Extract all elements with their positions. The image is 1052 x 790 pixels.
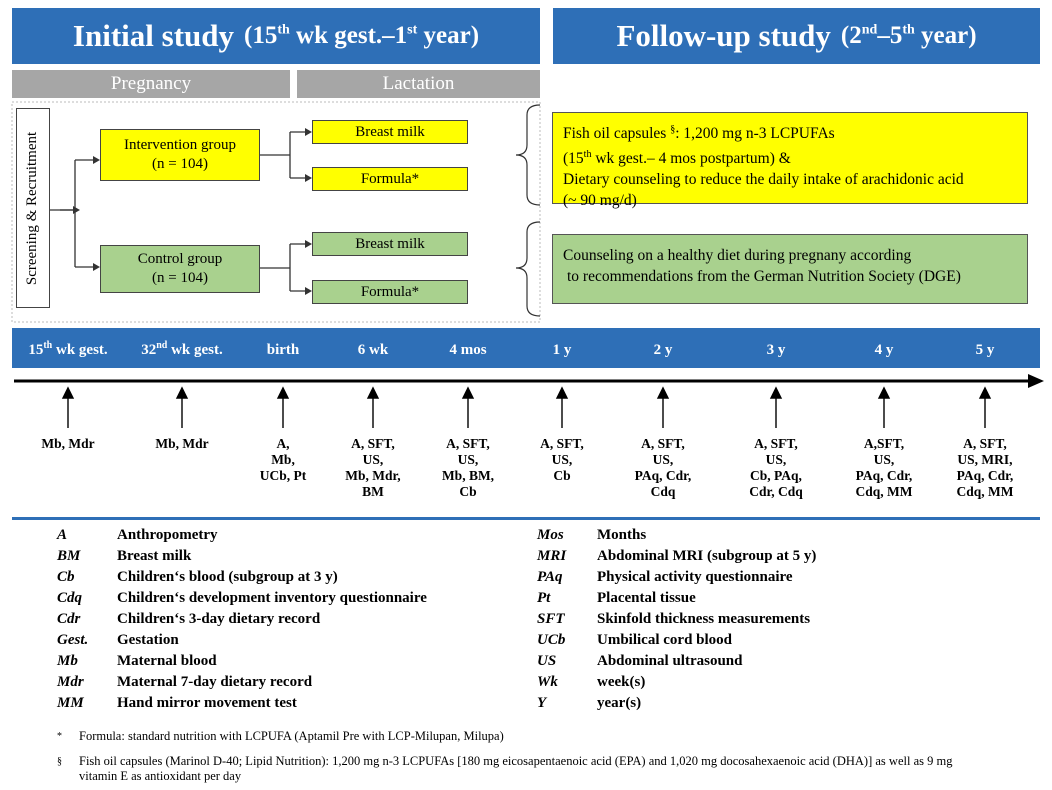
timepoint-label-main: 6 wk <box>357 342 389 358</box>
measurement-list <box>318 436 428 500</box>
timepoint-label-main: 2 y <box>653 342 673 358</box>
legend-entry <box>57 527 218 544</box>
legend-entry <box>537 695 641 712</box>
followup-sup-a: nd <box>861 22 878 38</box>
measurement-item: PAq, Cdr, <box>855 468 913 483</box>
legend-abbr: Y <box>537 695 547 711</box>
legend-desc: Physical activity questionnaire <box>597 569 793 585</box>
initial-study-sup-b: st <box>407 22 418 38</box>
legend-entry <box>537 590 696 607</box>
fish-oil-period-sup: th <box>583 149 592 161</box>
measurement-item: A, SFT, <box>963 436 1007 451</box>
intervention-group-label: Intervention group <box>123 137 237 153</box>
legend-desc: Umbilical cord blood <box>597 632 733 648</box>
fish-oil-period-a: (15 <box>563 150 584 168</box>
measurement-item: A, SFT, <box>446 436 490 451</box>
control-group-box <box>100 245 260 293</box>
measurement-item: Cb <box>553 468 571 483</box>
initial-study-range-a: (15 <box>244 22 278 49</box>
legend-entry <box>57 695 297 712</box>
legend-entry <box>537 569 793 586</box>
followup-study-title: Follow-up study <box>616 18 831 53</box>
legend-desc: Gestation <box>117 632 179 648</box>
legend-entry <box>537 548 816 565</box>
measurement-item: Mb, Mdr <box>155 436 209 451</box>
arachidonic-acid-amount: (~ 90 mg/d) <box>563 192 637 210</box>
legend-entry <box>57 611 320 628</box>
followup-range-b: –5 <box>877 22 903 49</box>
legend-entry <box>57 590 427 607</box>
control-counseling-line2: to recommendations from the German Nutrition Society (DGE) <box>567 268 961 285</box>
lactation-phase-bar: Lactation <box>297 70 540 98</box>
legend-entry <box>537 611 810 628</box>
intervention-group-box <box>100 129 260 181</box>
legend-desc: Months <box>597 527 647 543</box>
measurement-item: A, SFT, <box>351 436 395 451</box>
fish-oil-footnote-mark-bottom: § <box>57 756 62 767</box>
measurement-item: US, <box>551 452 573 467</box>
legend-entry <box>537 653 742 670</box>
measurement-item: US, <box>765 452 787 467</box>
fish-oil-period-b: wk gest.– 4 mos postpartum) & <box>591 150 791 168</box>
legend-entry <box>57 632 179 649</box>
fish-oil-footnote-line2: vitamin E as antioxidant per day <box>79 769 242 783</box>
intervention-group-n: (n = 104) <box>152 156 208 172</box>
legend-abbr: A <box>57 527 68 543</box>
measurement-item: US, <box>362 452 384 467</box>
intervention-info-box <box>552 112 1028 210</box>
control-group-n: (n = 104) <box>152 270 208 286</box>
timepoint-label <box>603 340 723 359</box>
legend-desc: Abdominal MRI (subgroup at 5 y) <box>597 548 817 564</box>
legend-entry <box>537 674 645 691</box>
measurement-item: A, SFT, <box>754 436 798 451</box>
legend-desc: Maternal blood <box>117 653 217 669</box>
formula-footnote-text: Formula: standard nutrition with LCPUFA (Aptamil Pre with LCP-Milupan, Milupa) <box>79 729 504 743</box>
fish-oil-text: Fish oil capsules <box>563 125 671 143</box>
legend-desc: Maternal 7-day dietary record <box>117 674 313 690</box>
legend-entry <box>57 548 191 565</box>
measurement-item: BM <box>362 484 384 499</box>
measurement-list <box>127 436 237 452</box>
measurement-item: US, <box>652 452 674 467</box>
initial-study-sup-a: th <box>277 22 290 38</box>
screening-recruitment-box <box>16 108 50 308</box>
timepoint-label-sup: th <box>43 340 53 351</box>
section-divider <box>12 517 1040 520</box>
dietary-counseling-text: Dietary counseling to reduce the daily intake of arachidonic acid <box>563 171 964 189</box>
legend-desc: week(s) <box>597 674 646 690</box>
control-counseling-line1: Counseling on a healthy diet during pregnany according <box>563 247 912 264</box>
control-breast-milk-box: Breast milk <box>312 232 468 256</box>
screening-label: Screening & Recruitment <box>24 131 41 285</box>
legend-abbr: Pt <box>537 590 551 606</box>
measurement-list <box>507 436 617 484</box>
timepoint-label-main: 15 <box>28 342 44 358</box>
legend-entry <box>537 632 732 649</box>
initial-study-title: Initial study <box>72 18 235 53</box>
timepoint-label-main: 1 y <box>552 342 572 358</box>
legend-abbr: SFT <box>537 611 565 627</box>
measurement-item: Cdq, MM <box>855 484 913 499</box>
control-group-label: Control group <box>137 251 223 267</box>
timepoint-label-main: 32 <box>141 342 157 358</box>
measurement-item: Cdq, MM <box>956 484 1014 499</box>
followup-range-c: year) <box>914 22 977 49</box>
followup-range-a: (2 <box>840 22 862 49</box>
timepoint-label-main: 4 mos <box>449 342 487 358</box>
legend-abbr: BM <box>57 548 81 564</box>
initial-study-range-c: year) <box>417 22 480 49</box>
legend-abbr: UCb <box>537 632 566 648</box>
measurement-item: PAq, Cdr, <box>634 468 692 483</box>
pregnancy-phase-bar: Pregnancy <box>12 70 290 98</box>
measurement-list <box>829 436 939 500</box>
measurement-item: PAq, Cdr, <box>956 468 1014 483</box>
timepoint-label <box>8 340 128 359</box>
legend-desc: Children‘s development inventory questionnaire <box>117 590 427 606</box>
legend-abbr: Cdq <box>57 590 83 606</box>
measurement-item: UCb, Pt <box>259 468 307 483</box>
measurement-item: A, SFT, <box>641 436 685 451</box>
legend-abbr: Mos <box>537 527 564 543</box>
timepoint-label-sup: nd <box>156 340 168 351</box>
timepoint-label-main: 5 y <box>975 342 995 358</box>
control-formula-box: Formula* <box>312 280 468 304</box>
legend-abbr: Mb <box>57 653 78 669</box>
fish-oil-footnote-line1: Fish oil capsules (Marinol D-40; Lipid Nutrition): 1,200 mg n-3 LCPUFAs [180 mg eicosapentaenoic acid (EPA) and 1,020 mg docosahexaenoic acid (DHA)] as well as 9 mg <box>79 754 953 768</box>
measurement-item: US, <box>457 452 479 467</box>
legend-abbr: MM <box>57 695 84 711</box>
legend-abbr: Cdr <box>57 611 81 627</box>
measurement-item: A,SFT, <box>863 436 905 451</box>
timepoint-label-main: 4 y <box>874 342 894 358</box>
measurement-item: Cb, PAq, <box>750 468 802 483</box>
legend-desc: Children‘s blood (subgroup at 3 y) <box>117 569 338 585</box>
legend-abbr: US <box>537 653 557 669</box>
formula-footnote-mark: * <box>57 731 62 742</box>
control-info-box <box>552 234 1028 304</box>
measurement-list <box>930 436 1040 500</box>
intervention-breast-milk-box: Breast milk <box>312 120 468 144</box>
legend-entry <box>57 653 217 670</box>
measurement-item: Mb, Mdr <box>41 436 95 451</box>
legend-desc: Placental tissue <box>597 590 696 606</box>
measurement-item: Cdr, Cdq <box>749 484 803 499</box>
legend-abbr: Wk <box>537 674 558 690</box>
timepoint-label <box>716 340 836 359</box>
measurement-item: Mb, Mdr, <box>345 468 401 483</box>
legend-entry <box>57 674 312 691</box>
legend-desc: Skinfold thickness measurements <box>597 611 811 627</box>
legend-desc: Hand mirror movement test <box>117 695 297 711</box>
legend-entry <box>57 569 338 586</box>
legend-abbr: Cb <box>57 569 75 585</box>
legend-desc: year(s) <box>597 695 642 711</box>
followup-sup-b: th <box>902 22 915 38</box>
initial-study-range-b: wk gest.–1 <box>289 22 408 49</box>
measurement-list <box>721 436 831 500</box>
timepoint-label-rest: wk gest. <box>52 342 108 358</box>
legend-abbr: Mdr <box>57 674 84 690</box>
legend-abbr: PAq <box>537 569 563 585</box>
timepoint-label-main: 3 y <box>766 342 786 358</box>
legend-desc: Abdominal ultrasound <box>597 653 743 669</box>
measurement-item: US, MRI, <box>957 452 1013 467</box>
measurement-item: US, <box>873 452 895 467</box>
fish-oil-footnote <box>57 754 1042 784</box>
measurement-list <box>13 436 123 452</box>
legend-abbr: Gest. <box>57 632 89 648</box>
formula-footnote <box>57 729 1037 744</box>
legend-entry <box>537 527 646 544</box>
timepoint-label-rest: wk gest. <box>167 342 223 358</box>
measurement-item: Mb, <box>271 452 295 467</box>
legend-desc: Children‘s 3-day dietary record <box>117 611 321 627</box>
timepoint-label <box>925 340 1045 359</box>
legend-abbr: MRI <box>537 548 567 564</box>
intervention-formula-box: Formula* <box>312 167 468 191</box>
fish-oil-dose: : 1,200 mg n-3 LCPUFAs <box>675 125 835 143</box>
measurement-item: Cb <box>459 484 477 499</box>
measurement-list <box>608 436 718 500</box>
legend-desc: Anthropometry <box>117 527 218 543</box>
timepoint-label-main: birth <box>266 342 300 358</box>
measurement-item: Mb, BM, <box>441 468 495 483</box>
measurement-item: Cdq <box>650 484 676 499</box>
fish-oil-footnote-mark: § <box>670 124 676 135</box>
measurement-item: A, SFT, <box>540 436 584 451</box>
legend-desc: Breast milk <box>117 548 192 564</box>
measurement-item: A, <box>276 436 290 451</box>
